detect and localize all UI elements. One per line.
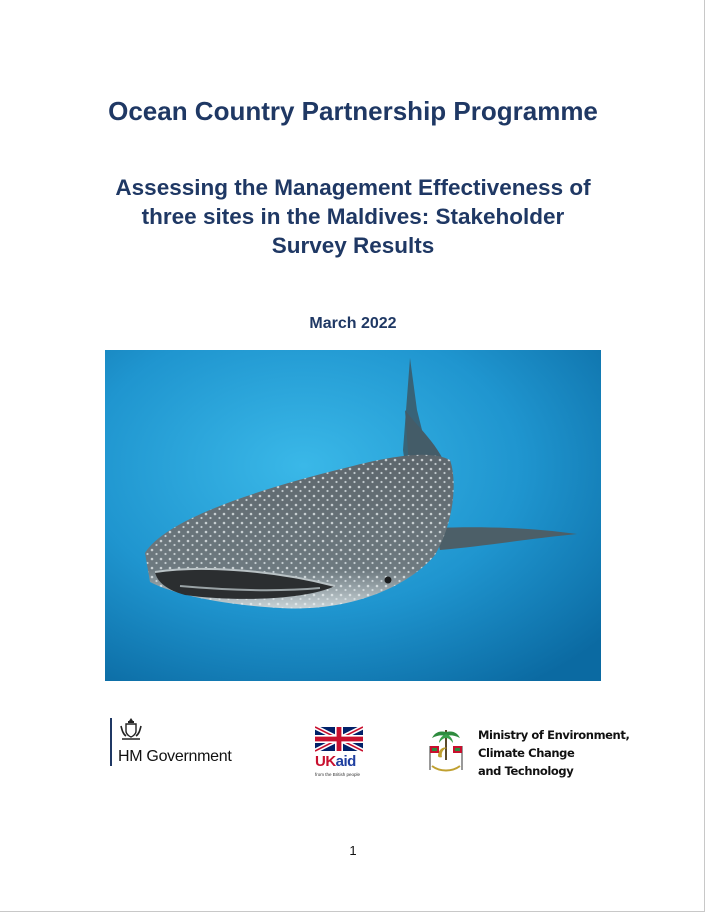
whale-shark-photo: [105, 350, 601, 681]
report-title: [60, 173, 646, 260]
ukaid-aid: aid: [335, 753, 356, 770]
ministry-name-line-2: Climate Change: [478, 746, 575, 760]
ministry-name: [478, 726, 629, 780]
programme-title: Ocean Country Partnership Programme: [108, 96, 598, 126]
ministry-name-line-3: and Technology: [478, 764, 574, 778]
ukaid-tagline: from the British people: [315, 772, 361, 777]
ukaid-wordmark: [315, 753, 356, 770]
maldives-emblem-icon: [424, 726, 468, 776]
ukaid-uk: UK: [315, 753, 336, 770]
report-title-line-2: three sites in the Maldives: Stakeholder: [141, 204, 565, 229]
hm-government-logo: [110, 716, 260, 768]
ministry-name-line-1: Ministry of Environment,: [478, 728, 630, 742]
report-title-line-3: Survey Results: [271, 233, 435, 258]
hm-government-text: HM Government: [118, 748, 232, 765]
report-date: March 2022: [309, 315, 397, 332]
ministry-logo: [424, 724, 630, 780]
page-number: 1: [349, 843, 357, 858]
royal-coat-of-arms-icon: [118, 716, 144, 742]
ukaid-logo: [315, 725, 367, 781]
union-flag-icon: [315, 725, 363, 753]
hm-logo-divider: [110, 718, 112, 766]
report-title-line-1: Assessing the Management Effectiveness of: [115, 175, 591, 200]
